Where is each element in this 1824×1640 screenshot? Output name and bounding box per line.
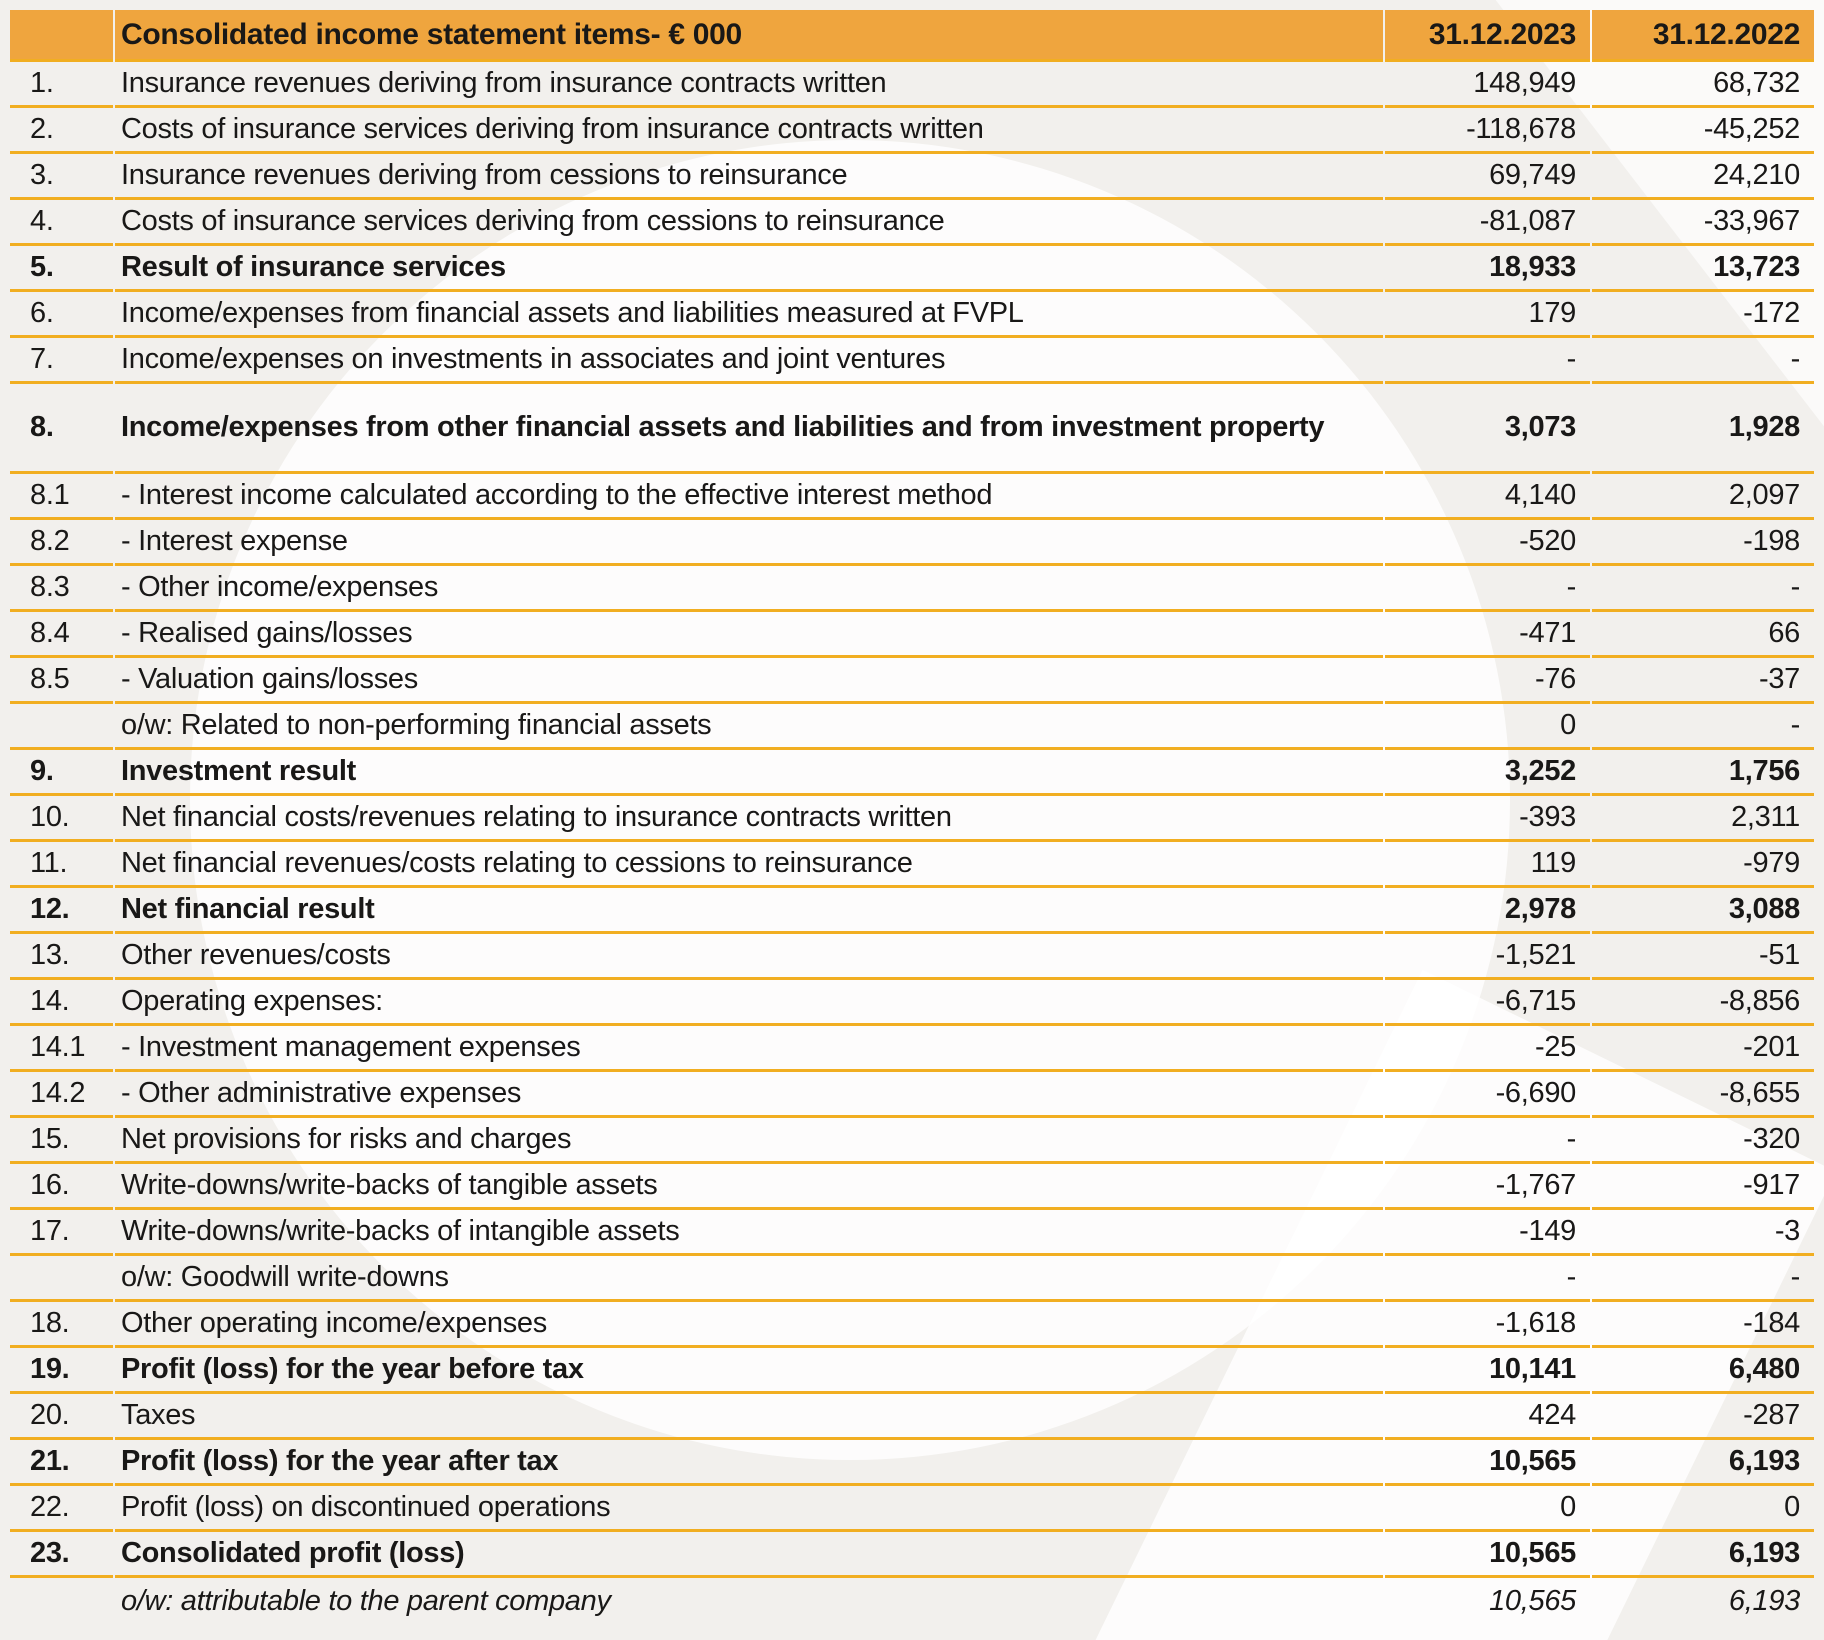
row-label: Net financial revenues/costs relating to cessions to reinsurance	[115, 842, 1383, 888]
value-2022: 13,723	[1592, 246, 1814, 292]
value-2023: -393	[1385, 796, 1590, 842]
row-number: 13.	[10, 934, 113, 980]
row-label: o/w: Related to non-performing financial assets	[115, 704, 1383, 750]
table-row	[10, 292, 1814, 338]
row-number: 8.5	[10, 658, 113, 704]
row-label: o/w: attributable to the parent company	[121, 1584, 611, 1617]
row-number	[10, 1256, 113, 1302]
row-label: Write-downs/write-backs of intangible assets	[115, 1210, 1383, 1256]
table-row	[10, 1578, 1814, 1624]
table-row	[10, 1486, 1814, 1532]
value-2023: -25	[1385, 1026, 1590, 1072]
income-statement-table	[8, 10, 1816, 1624]
value-2023: -149	[1385, 1210, 1590, 1256]
value-2022: 2,097	[1592, 474, 1814, 520]
header-col-2023: 31.12.2023	[1385, 10, 1590, 62]
row-label: - Interest income calculated according to the effective interest method	[115, 474, 1383, 520]
row-label: Insurance revenues deriving from cessions to reinsurance	[115, 154, 1383, 200]
header-title: Consolidated income statement items- € 000	[115, 10, 1383, 62]
row-number: 22.	[10, 1486, 113, 1532]
row-label: Costs of insurance services deriving from insurance contracts written	[115, 108, 1383, 154]
row-label: Costs of insurance services deriving from cessions to reinsurance	[115, 200, 1383, 246]
row-number: 21.	[10, 1440, 113, 1486]
value-2022: -172	[1592, 292, 1814, 338]
table-row	[10, 704, 1814, 750]
table-row	[10, 1210, 1814, 1256]
value-2023: 2,978	[1385, 888, 1590, 934]
value-2023: -6,715	[1385, 980, 1590, 1026]
table-row	[10, 658, 1814, 704]
row-number: 18.	[10, 1302, 113, 1348]
value-2023: -1,767	[1385, 1164, 1590, 1210]
row-label: Result of insurance services	[115, 246, 1383, 292]
value-2023: 3,252	[1385, 750, 1590, 796]
value-2022: -184	[1592, 1302, 1814, 1348]
value-2022: 24,210	[1592, 154, 1814, 200]
value-2023: -	[1385, 1256, 1590, 1302]
value-2023: -	[1385, 338, 1590, 384]
table-row	[10, 750, 1814, 796]
row-label: Other operating income/expenses	[115, 1302, 1383, 1348]
table-row	[10, 934, 1814, 980]
row-label: Insurance revenues deriving from insurance contracts written	[115, 62, 1383, 108]
table-row	[10, 612, 1814, 658]
row-number: 6.	[10, 292, 113, 338]
row-number: 10.	[10, 796, 113, 842]
value-2023: -118,678	[1385, 108, 1590, 154]
row-number: 9.	[10, 750, 113, 796]
row-label: Net financial result	[115, 888, 1383, 934]
value-2023: 10,565	[1385, 1532, 1590, 1578]
row-number: 8.2	[10, 520, 113, 566]
row-number: 15.	[10, 1118, 113, 1164]
row-label: Operating expenses:	[115, 980, 1383, 1026]
value-2023: -	[1385, 1118, 1590, 1164]
row-number: 14.1	[10, 1026, 113, 1072]
row-number: 19.	[10, 1348, 113, 1394]
table-row	[10, 338, 1814, 384]
row-number: 8.	[10, 384, 113, 474]
row-number: 12.	[10, 888, 113, 934]
header-spacer	[10, 10, 113, 62]
value-2022: 6,480	[1592, 1348, 1814, 1394]
value-2022: -287	[1592, 1394, 1814, 1440]
value-2022: -	[1592, 338, 1814, 384]
table-row	[10, 980, 1814, 1026]
value-2022: -198	[1592, 520, 1814, 566]
value-2023: 148,949	[1385, 62, 1590, 108]
table-body	[10, 62, 1814, 1624]
value-2023: 179	[1385, 292, 1590, 338]
value-2023: -6,690	[1385, 1072, 1590, 1118]
table-row	[10, 842, 1814, 888]
row-number: 20.	[10, 1394, 113, 1440]
value-2022: -917	[1592, 1164, 1814, 1210]
header-col-2022: 31.12.2022	[1592, 10, 1814, 62]
row-label: Write-downs/write-backs of tangible assets	[115, 1164, 1383, 1210]
value-2023: 4,140	[1385, 474, 1590, 520]
value-2023: -76	[1385, 658, 1590, 704]
row-label: Other revenues/costs	[115, 934, 1383, 980]
value-2022: 6,193	[1592, 1440, 1814, 1486]
value-2022: 6,193	[1592, 1532, 1814, 1578]
row-label: - Interest expense	[115, 520, 1383, 566]
value-2022: -201	[1592, 1026, 1814, 1072]
value-2022: 0	[1592, 1486, 1814, 1532]
value-2023: 0	[1385, 1486, 1590, 1532]
row-number: 5.	[10, 246, 113, 292]
table-row	[10, 1026, 1814, 1072]
table-row	[10, 566, 1814, 612]
value-2022: 1,756	[1592, 750, 1814, 796]
value-2023: 10,141	[1385, 1348, 1590, 1394]
value-2022: -	[1592, 1256, 1814, 1302]
value-2023: 3,073	[1385, 384, 1590, 474]
table-row	[10, 520, 1814, 566]
value-2023: 10,565	[1385, 1440, 1590, 1486]
value-2022: -	[1592, 704, 1814, 750]
table-row	[10, 1256, 1814, 1302]
table-row	[10, 1348, 1814, 1394]
row-label: Profit (loss) for the year after tax	[115, 1440, 1383, 1486]
table-row	[10, 888, 1814, 934]
table-row	[10, 1164, 1814, 1210]
value-2022: -37	[1592, 658, 1814, 704]
table-row	[10, 796, 1814, 842]
row-label: - Valuation gains/losses	[115, 658, 1383, 704]
value-2023: -471	[1385, 612, 1590, 658]
table-row	[10, 62, 1814, 108]
row-number	[10, 704, 113, 750]
value-2023: -520	[1385, 520, 1590, 566]
table-row	[10, 200, 1814, 246]
row-label: Income/expenses from financial assets and liabilities measured at FVPL	[115, 292, 1383, 338]
row-label: o/w: Goodwill write-downs	[115, 1256, 1383, 1302]
value-2022: 66	[1592, 612, 1814, 658]
table-row	[10, 1072, 1814, 1118]
value-2023: -1,618	[1385, 1302, 1590, 1348]
row-number: 14.	[10, 980, 113, 1026]
row-label: Income/expenses from other financial assets and liabilities and from investment property	[115, 384, 1383, 474]
value-2022: 2,311	[1592, 796, 1814, 842]
table-header	[10, 10, 1814, 62]
row-label: Net financial costs/revenues relating to insurance contracts written	[115, 796, 1383, 842]
row-label: Taxes	[115, 1394, 1383, 1440]
value-2022: -979	[1592, 842, 1814, 888]
value-2022: -8,655	[1592, 1072, 1814, 1118]
value-2022: 68,732	[1592, 62, 1814, 108]
value-2023: 69,749	[1385, 154, 1590, 200]
row-label: Profit (loss) on discontinued operations	[115, 1486, 1383, 1532]
row-label: Income/expenses on investments in associates and joint ventures	[115, 338, 1383, 384]
value-2022: -33,967	[1592, 200, 1814, 246]
value-2022: -320	[1592, 1118, 1814, 1164]
row-number: 1.	[10, 62, 113, 108]
value-2023: 119	[1385, 842, 1590, 888]
value-2022: -45,252	[1592, 108, 1814, 154]
row-number: 14.2	[10, 1072, 113, 1118]
value-2022: -8,856	[1592, 980, 1814, 1026]
value-2023: 18,933	[1385, 246, 1590, 292]
row-number: 17.	[10, 1210, 113, 1256]
row-number: 11.	[10, 842, 113, 888]
value-2022: 1,928	[1592, 384, 1814, 474]
table-row	[10, 1532, 1814, 1578]
table-row	[10, 1118, 1814, 1164]
row-label: - Realised gains/losses	[115, 612, 1383, 658]
row-number: 7.	[10, 338, 113, 384]
table-row	[10, 384, 1814, 474]
value-2023: -81,087	[1385, 200, 1590, 246]
table-row	[10, 474, 1814, 520]
row-number: 4.	[10, 200, 113, 246]
row-number	[10, 1578, 113, 1624]
row-number: 2.	[10, 108, 113, 154]
row-number: 8.3	[10, 566, 113, 612]
value-2022: -3	[1592, 1210, 1814, 1256]
row-label: Profit (loss) for the year before tax	[115, 1348, 1383, 1394]
table-row	[10, 108, 1814, 154]
table-row	[10, 246, 1814, 292]
value-2022: 6,193	[1728, 1584, 1800, 1617]
header-row	[10, 10, 1814, 62]
value-2022: -51	[1592, 934, 1814, 980]
row-number: 8.4	[10, 612, 113, 658]
value-2023: 10,565	[1489, 1584, 1576, 1617]
row-label: - Investment management expenses	[115, 1026, 1383, 1072]
row-label: - Other administrative expenses	[115, 1072, 1383, 1118]
value-2023: 424	[1385, 1394, 1590, 1440]
row-number: 3.	[10, 154, 113, 200]
table-row	[10, 1394, 1814, 1440]
row-number: 8.1	[10, 474, 113, 520]
value-2022: 3,088	[1592, 888, 1814, 934]
row-label: - Other income/expenses	[115, 566, 1383, 612]
table-row	[10, 1302, 1814, 1348]
row-number: 16.	[10, 1164, 113, 1210]
value-2022: -	[1592, 566, 1814, 612]
value-2023: -	[1385, 566, 1590, 612]
row-number: 23.	[10, 1532, 113, 1578]
row-label: Investment result	[115, 750, 1383, 796]
table-row	[10, 154, 1814, 200]
row-label: Consolidated profit (loss)	[115, 1532, 1383, 1578]
value-2023: -1,521	[1385, 934, 1590, 980]
row-label: Net provisions for risks and charges	[115, 1118, 1383, 1164]
table-row	[10, 1440, 1814, 1486]
value-2023: 0	[1385, 704, 1590, 750]
